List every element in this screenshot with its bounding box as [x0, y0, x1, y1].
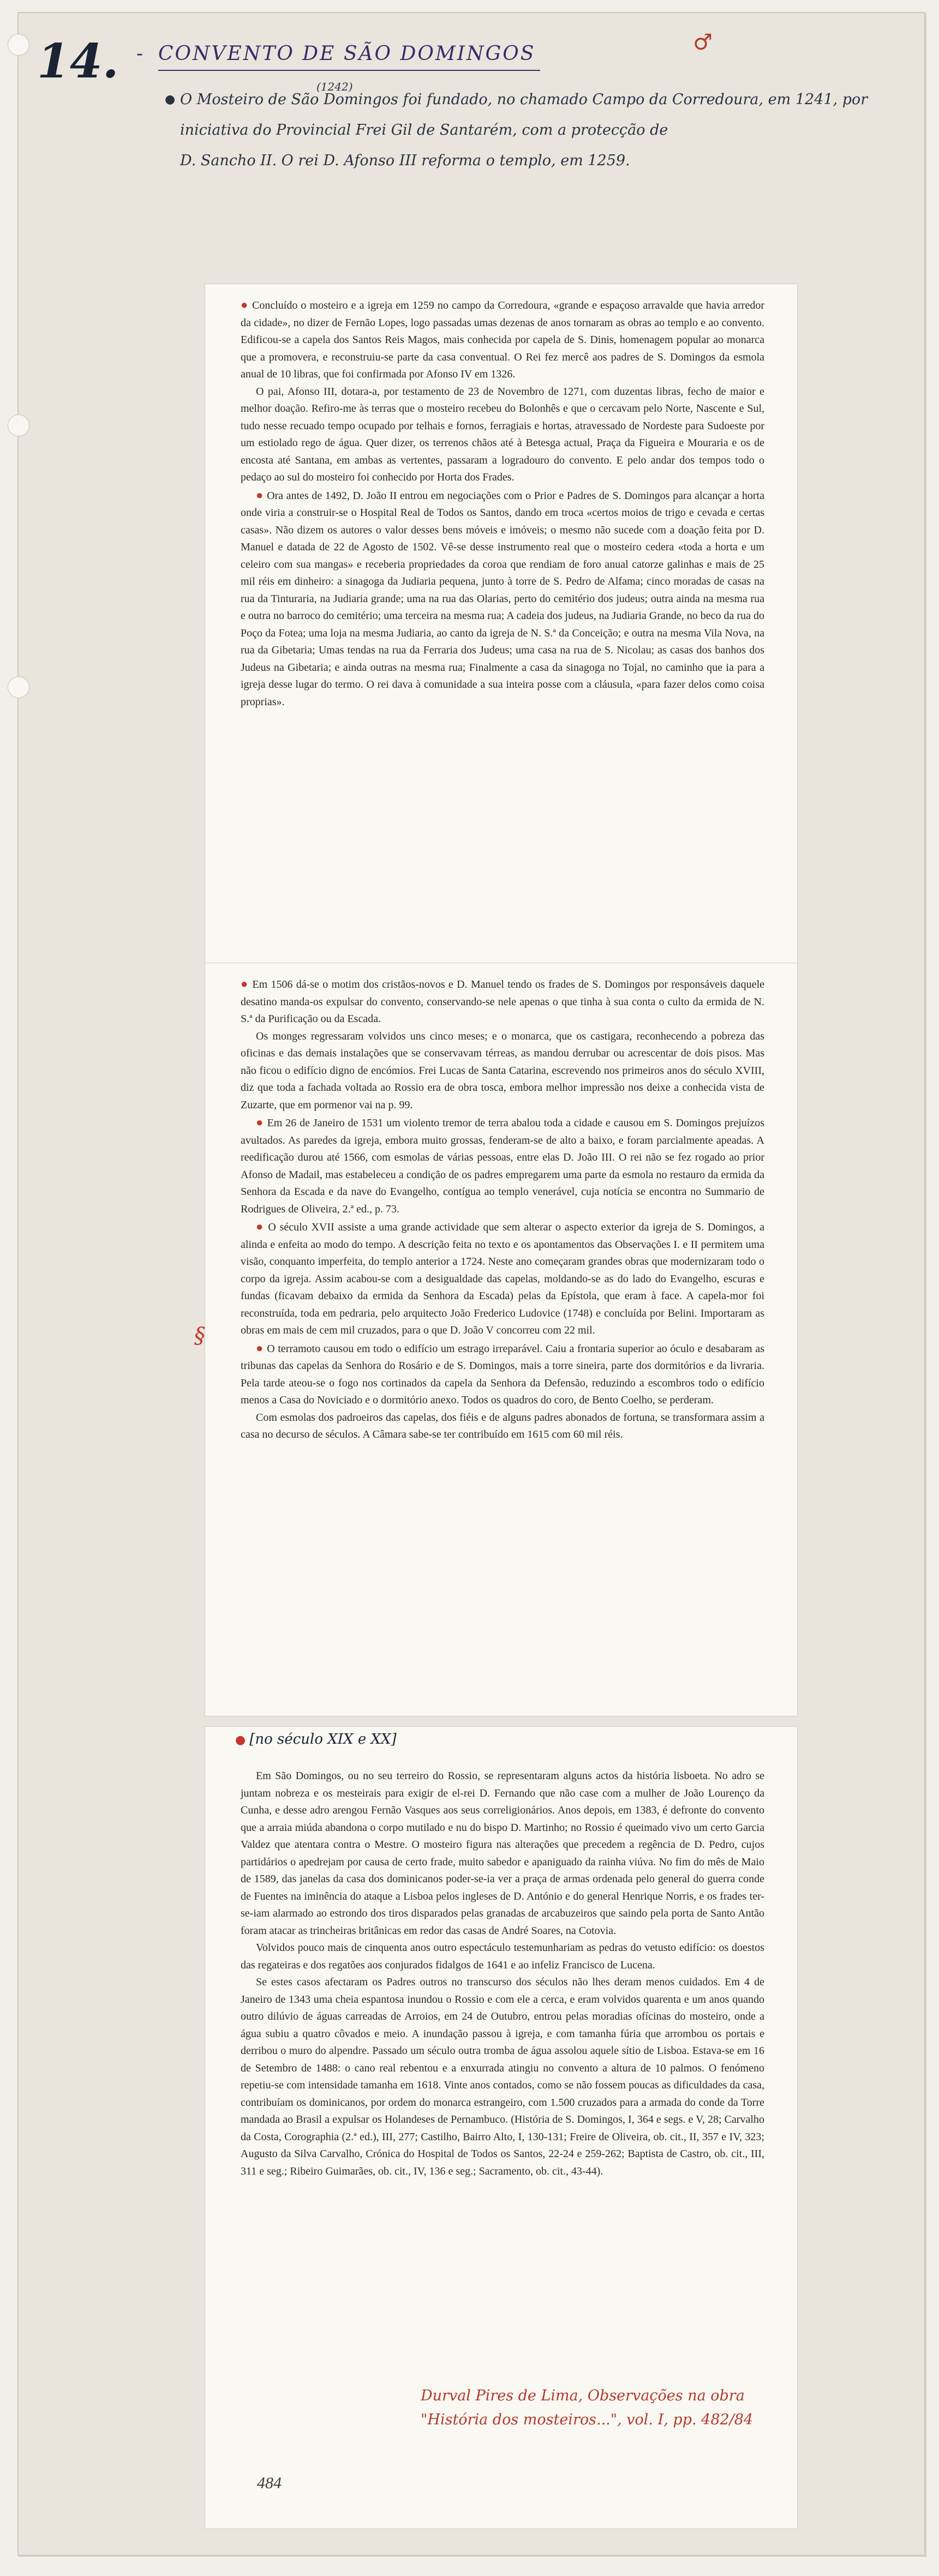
punch-hole	[8, 676, 29, 698]
handwritten-note-line2: D. Sancho II. O rei D. Afonso III reforma o templo, em 1259.	[180, 152, 630, 169]
punch-hole	[8, 34, 29, 56]
handwritten-note-alt-year: (1242)	[316, 80, 353, 93]
slip3-heading: ● [no século XIX e XX]	[235, 1731, 397, 1748]
text-slip-3	[205, 1726, 798, 2529]
slip1-paragraph: O pai, Afonso III, dotara-a, por testamento de 23 de Novembro de 1271, com duzentas libras, fecho de maior e melhor doação. Refiro-me às terras que o mosteiro recebeu do Bolonhês e que o cercavam pelo Norte, Nascente e Sul, tudo nesse recuado tempo ocupado por telhais e fornos, ferragiais e hortas, atravessado de Nordeste para Sudoeste por um estiolado rego de água. Quer dizer, os terrenos chãos até à Betesga actual, Praça da Figueira e Mouraria e os de encosta até Santana, em ambas as vertentes, passaram a logradouro do convento. E pelo andar dos tempos todo o pedaço ao sul do mosteiro foi conhecido por Horta dos Frades.	[241, 385, 764, 483]
slip3-paragraph: Em São Domingos, ou no seu terreiro do Rossio, se representaram alguns actos da história lisboeta. No adro se juntam nobreza e os mesteirais para exigir de el-rei D. Fernando que não case com a mulher de João Lourenço da Cunha, e desse adro arengou Fernão Vasques aos seus correligionários. Anos depois, em 1383, é defronte do convento que a arraia miúda abandona o corpo mutilado e nu do bispo D. Martinho; no Rossio é queimado vivo um certo Garcia Valdez que atentara contra o Mestre. O mosteiro figura nas alterações que precedem a regência de D. Pedro, cujos partidários o apedrejam por causa de certo frade, muito sabedor e apaniguado da rainha viúva. No fim do mês de Maio de 1589, das janelas da casa dos dominicanos poder-se-ia ver a praça de armas ordenada pelo general do guerra conde de Fuentes na iminência do ataque a Lisboa pelos ingleses de D. António e do general Henrique Norris, e os frades ter-se-iam alarmado ao estrondo dos tiros disparados pelas granadas de arcabuzeiros que saindo pela porta de Santo Antão foram atacar as trincheiras britânicas em redor das casas de André Soares, na Cotovia.	[241, 1770, 764, 1937]
slip2-paragraph: ● Em 1506 dá-se o motim dos cristãos-novos e D. Manuel tendo os frades de S. Domingos por responsáveis daquele desatino manda-os expulsar do convento, conservando-se nele apenas o que tinha à sua conta o culto da ermida de N. S.ª da Purificação ou da Escada.	[241, 977, 764, 1025]
signature-line1: Durval Pires de Lima, Observações na obra	[421, 2387, 745, 2404]
page-number: 484	[257, 2474, 282, 2492]
title-dash: -	[136, 43, 143, 65]
text-slip-2	[194, 963, 798, 1716]
bullet-icon: ●	[241, 977, 253, 990]
handwritten-note-line1: O Mosteiro de São Domingos foi fundado, no chamado Campo da Corredoura, em 1241, por iniciativa do Provincial Frei Gil de Santarém, com a protecção de	[180, 91, 868, 139]
slip2-paragraph: Os monges regressaram volvidos uns cinco meses; e o monarca, que os castigara, reconhecendo a pobreza das oficinas e das demais instalações que se conservavam térreas, as mandou derrubar ou acrescentar de dois pisos. Mas não ficou o edifício digno de encómios. Frei Lucas de Santa Catarina, escrevendo nos primeiros anos do século XVIII, diz que toda a fachada voltada ao Rossio era de obra tosca, embora melhor impressão nos deixe a conhecida vista de Zuzarte, que em pormenor vai na p. 99.	[241, 1030, 764, 1111]
text-slip-1	[205, 284, 798, 986]
slip1-paragraph: ● Ora antes de 1492, D. João II entrou em negociações com o Prior e Padres de S. Domingos para alcançar a horta onde viria a construir-se o Hospital Real de Todos os Santos, dando em troca «certos moios de trigo e cevada e certas casas». Não dizem os autores o valor desses bens móveis e imóveis; o mesmo não sucede com a doação feita por D. Manuel e datada de 22 de Agosto de 1502. Vê-se desse instrumento real que o mosteiro cedera «toda a horta e um celeiro com sua mangas» e receberia propriedades da coroa que rendiam de foro anual catorze galinhas e mais de 25 mil réis em dinheiro: a sinagoga da Judiaria pequena, junto à torre de S. Pedro de Alfama; cinco moradas de casas na rua da Tinturaria, na Judiaria grande; uma na rua das Olarias, perto do cemitério dos judeus; outra ainda na mesma rua e outra no barroco do cemitério; uma terceira na mesma rua; A cadeia dos judeus, na Judiaria Grande, no beco da rua do Poço da Fotea; uma loja na mesma Judiaria, ao canto da igreja de N. S.ª da Conceição; e outra na mesma Vila Nova, na rua da Gibetaria; Umas tendas na rua da Ferraria dos Judeus; uma casa na rua de S. Nicolau; as casas dos banhos dos Judeus na Gibetaria; e ainda outras na mesma rua; Finalmente a casa da sinagoga no Tojal, no caminho que ia para a igreja desse lugar do termo. O rei dava à comunidade a sua inteira posse com a cláusula, «para fazer delos como coisa proprias».	[241, 488, 764, 708]
slip2-paragraph: Com esmolas dos padroeiros das capelas, dos fiéis e de alguns padres abonados de fortuna, se transformara assim a casa no decurso de séculos. A Câmara sabe-se ter contribuído em 1615 com 60 mil réis.	[241, 1411, 764, 1440]
slip3-paragraph: Se estes casos afectaram os Padres outros no transcurso dos séculos não lhes deram menos cuidados. Em 4 de Janeiro de 1343 uma cheia espantosa inundou o Rossio e com ele a cerca, e eram volvidos quarenta e um anos quando outro dilúvio de águas carreadas de Arroios, em 24 de Outubro, entrou pelas moradias ofícinas do mosteiro, onde a água subiu a quatro côvados e meio. A inundação passou à igreja, e com tamanha fúria que arrombou os portais e derribou o muro do alpendre. Passado um século outra tromba de água assolou aquele sítio de Lisboa. Estava-se em 16 de Setembro de 1488: o cano real rebentou e a enxurrada atingiu no convento a altura de 10 palmos. O fenómeno repetiu-se com intensidade tamanha em 1618. Vinte anos contados, como se não fossem poucas as dificuldades da casa, contribuíam os dominicanos, por ordem do monarca estrangeiro, com 1.500 cruzados para a armada do conde da Torre mandada ao Brasil a expulsar os Holandeses de Pernambuco. (História de S. Domingos, I, 364 e segs. e V, 28; Carvalho da Costa, Corographia (2.ª ed.), III, 277; Castilho, Bairro Alto, I, 130-131; Freire de Oliveira, ob. cit., II, 357 e IV, 323; Augusto da Silva Carvalho, Crónica do Hospital de Todos os Santos, 22-24 e 259-262; Baptista de Castro, ob. cit., III, 311 e seg.; Ribeiro Guimarães, ob. cit., IV, 136 e seg.; Sacramento, ob. cit., 43-44).	[241, 1976, 764, 2177]
punch-hole	[8, 415, 29, 436]
bullet-icon: ●	[256, 1341, 267, 1355]
slip1-paragraph: ● Concluído o mosteiro e a igreja em 1259 no campo da Corredoura, «grande e espaçoso arravalde que havia arredor da cidade», no dizer de Fernão Lopes, logo passadas umas dezenas de anos tornaram as obras ao templo e ao convento. Edificou-se a capela dos Santos Reis Magos, mais conhecida por capela de S. Dinis, homenagem popular ao monarca que a promovera, e reconstruiu-se parte da casa conventual. O Rei fez mercê aos padres de S. Domingos da esmola anual de 10 libras, que foi confirmada por Afonso IV em 1326.	[241, 298, 764, 380]
title-underline	[158, 70, 540, 71]
bullet-icon: ●	[235, 1733, 250, 1747]
signature-line2: "História dos mosteiros...", vol. I, pp. 482/84	[421, 2411, 753, 2428]
slip2-paragraph: ● Em 26 de Janeiro de 1531 um violento tremor de terra abalou toda a cidade e causou em S. Domingos prejuízos avultados. As paredes da igreja, embora muito grossas, fenderam-se de alto a baixo, e foram parcialmente apeadas. A reedificação durou até 1566, com esmolas de várias pessoas, entre elas D. João III. O rei não se fez rogado ao prior Afonso de Madail, mas estabeleceu a condição de os padres empregarem uma parte da esmola no restauro da ermida da Senhora da Escada e da nave do Evangelho, contígua ao templo venerável, cuja notícia se encontra no Summario de Rodrigues de Oliveira, 2.ª ed., p. 73.	[241, 1115, 764, 1215]
bullet-icon: ●	[241, 298, 252, 311]
page-title: CONVENTO DE SÃO DOMINGOS	[158, 43, 536, 65]
slip2-paragraph: ● O século XVII assiste a uma grande actividade que sem alterar o aspecto exterior da igreja de S. Domingos, a alinda e enfeita ao modo do tempo. A descrição feita no texto e os apontamentos das Observações I. e II permitem uma visão, conquanto imperfeita, do templo anterior a 1724. Neste ano começaram grandes obras que modernizaram todo o corpo da igreja. Assim acabou-se com a desigualdade das capelas, moldando-se as do lado do Evangelho, escuras e fundas (ficavam debaixo da ermida da Senhora da Escada) pelas da Epístola, que eram à face. A capela-mor foi reconstruída, toda em pedraria, pelo arquitecto João Frederico Ludovice (1748) e concluída por Belini. Importaram as obras em mais de cem mil cruzados, para o que D. João V concorreu com 22 mil.	[241, 1220, 764, 1336]
margin-mark: ♂	[693, 30, 713, 55]
slip3-paragraph: Volvidos pouco mais de cinquenta anos outro espectáculo testemunhariam as pedras do vetusto edifício: os doestos das regateiras e dos regatões aos conjurados fidalgos de 1641 e ao infeliz Francisco de Lucena.	[241, 1942, 764, 1971]
margin-section-mark: §	[194, 1323, 205, 1348]
sheet-number: 14.	[37, 34, 119, 89]
bullet-icon: ●	[256, 488, 267, 502]
bullet-icon: ●	[256, 1115, 267, 1129]
signature-note	[421, 2384, 781, 2432]
bullet-icon: ●	[256, 1220, 268, 1233]
handwritten-note: ● O Mosteiro de São Domingos foi fundado, no chamado Campo da Corredoura, em 1241, por iniciativa do Provincial Frei Gil de Santarém, com a protecção de (1242) D. Sancho II. O rei D. Afonso III reforma o templo, em 1259.	[180, 85, 889, 176]
slip2-paragraph: ● O terramoto causou em todo o edifício um estrago irreparável. Caiu a frontaria superior ao óculo e desabaram as tribunas das capelas da Senhora do Rosário e de S. Domingos, mais a torre sineira, parte dos dormitórios e da livraria. Pela tarde ateou-se o fogo nos cortinados da capela da Senhora da Defensão, reduzindo a escombros todo o edifício menos a Casa do Noviciado e o dormitório anexo. Todos os quadros do coro, de Bento Coelho, se perderam.	[241, 1341, 764, 1406]
